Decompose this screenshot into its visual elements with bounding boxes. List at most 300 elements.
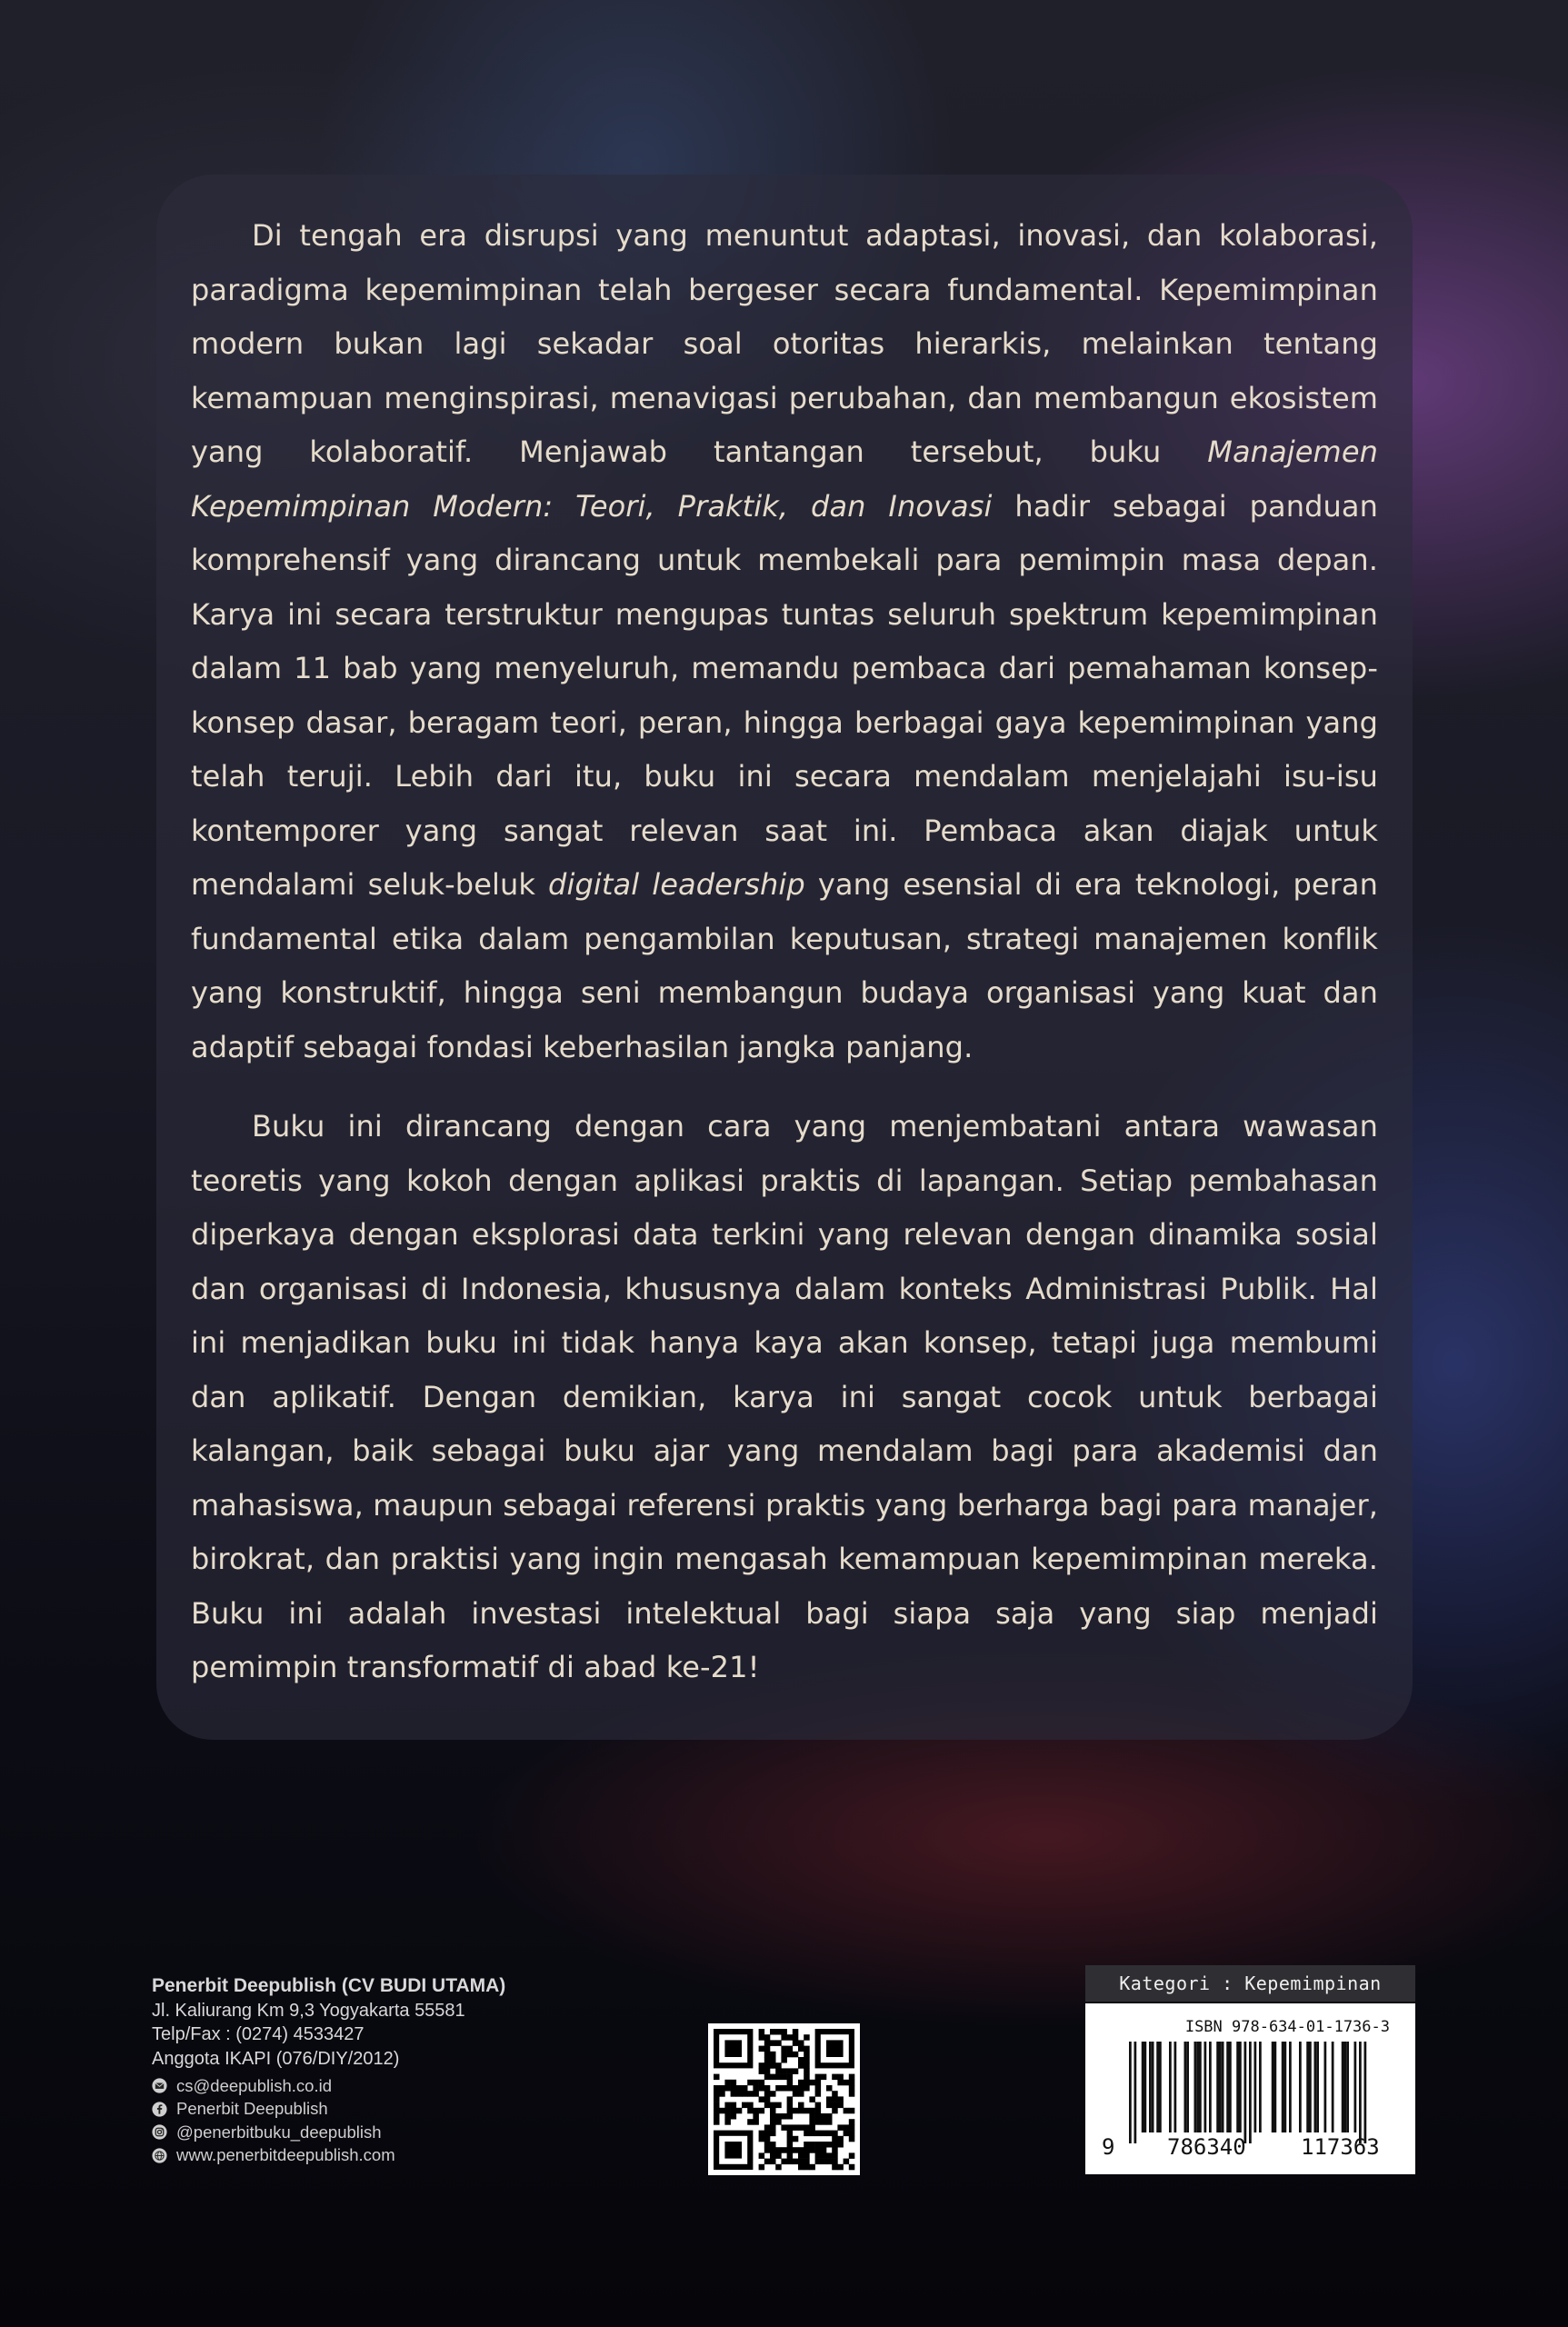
qr-module xyxy=(804,2142,810,2148)
qr-module xyxy=(849,2152,855,2159)
qr-module xyxy=(719,2085,725,2092)
qr-module xyxy=(764,2057,771,2063)
qr-module xyxy=(832,2131,838,2137)
qr-module xyxy=(793,2091,799,2097)
qr-module xyxy=(826,2131,833,2137)
barcode-bar xyxy=(1142,2042,1144,2132)
qr-module xyxy=(787,2108,794,2114)
barcode-bar xyxy=(1324,2042,1327,2132)
qr-module xyxy=(781,2159,787,2165)
qr-module xyxy=(849,2108,855,2114)
qr-module xyxy=(844,2080,850,2086)
qr-module xyxy=(787,2046,794,2052)
contact-facebook[interactable] xyxy=(152,2098,661,2122)
qr-module xyxy=(832,2136,838,2142)
qr-module xyxy=(832,2164,838,2171)
qr-module xyxy=(849,2119,855,2125)
qr-module xyxy=(787,2131,794,2137)
qr-module xyxy=(714,2074,720,2081)
qr-module xyxy=(747,2091,754,2097)
qr-module xyxy=(781,2074,787,2081)
barcode-bar xyxy=(1359,2042,1362,2143)
qr-module xyxy=(809,2147,815,2153)
italic-title-segment: digital leadership xyxy=(548,867,805,902)
barcode-bar xyxy=(1249,2042,1252,2143)
qr-module xyxy=(804,2108,810,2114)
qr-module xyxy=(787,2080,794,2086)
qr-module xyxy=(809,2142,815,2148)
qr-module xyxy=(724,2119,731,2125)
qr-module xyxy=(804,2057,810,2063)
qr-module xyxy=(759,2062,765,2069)
qr-module xyxy=(775,2164,782,2171)
qr-module xyxy=(781,2147,787,2153)
qr-module xyxy=(849,2124,855,2131)
barcode-bar xyxy=(1159,2042,1162,2132)
qr-module xyxy=(844,2124,850,2131)
qr-module xyxy=(787,2052,794,2058)
qr-module xyxy=(793,2052,799,2058)
qr-module xyxy=(832,2102,838,2109)
qr-module xyxy=(764,2147,771,2153)
contact-website[interactable] xyxy=(152,2144,661,2168)
publisher-name: Penerbit Deepublish (CV BUDI UTAMA) xyxy=(152,1975,506,1996)
qr-module xyxy=(809,2164,815,2171)
isbn-barcode xyxy=(1085,2003,1415,2174)
qr-module xyxy=(781,2057,787,2063)
qr-module xyxy=(798,2152,804,2159)
qr-module xyxy=(764,2040,771,2046)
qr-module xyxy=(781,2124,787,2131)
barcode-bar xyxy=(1284,2042,1287,2132)
qr-module xyxy=(821,2131,827,2137)
qr-module xyxy=(815,2113,822,2120)
qr-module xyxy=(759,2068,765,2074)
qr-module xyxy=(798,2091,804,2097)
qr-module xyxy=(719,2091,725,2097)
qr-module xyxy=(793,2136,799,2142)
qr-module xyxy=(849,2091,855,2097)
qr-module xyxy=(759,2152,765,2159)
qr-module xyxy=(759,2029,765,2035)
qr-module xyxy=(764,2052,771,2058)
qr-module xyxy=(747,2108,754,2114)
qr-module xyxy=(781,2085,787,2092)
qr-module xyxy=(787,2096,794,2102)
qr-module xyxy=(775,2062,782,2069)
qr-module xyxy=(747,2080,754,2086)
qr-module xyxy=(770,2113,776,2120)
qr-module xyxy=(775,2152,782,2159)
qr-module xyxy=(770,2124,776,2131)
contact-website-text: www.penerbitdeepublish.com xyxy=(176,2145,395,2164)
qr-module xyxy=(764,2091,771,2097)
qr-module xyxy=(770,2052,776,2058)
qr-module xyxy=(815,2131,822,2137)
qr-module xyxy=(753,2113,759,2120)
isbn-digits-right: 117363 xyxy=(1301,2134,1380,2160)
qr-module xyxy=(787,2085,794,2092)
qr-module xyxy=(714,2096,720,2102)
barcode-bar xyxy=(1299,2042,1302,2132)
qr-module xyxy=(821,2147,827,2153)
qr-module xyxy=(804,2152,810,2159)
qr-module xyxy=(731,2085,737,2092)
qr-module xyxy=(764,2102,771,2109)
qr-module xyxy=(770,2040,776,2046)
email-icon xyxy=(152,2078,167,2093)
qr-module xyxy=(849,2131,855,2137)
contact-email[interactable] xyxy=(152,2074,661,2098)
barcode-bar xyxy=(1332,2042,1334,2132)
qr-module xyxy=(837,2102,844,2109)
qr-module xyxy=(793,2159,799,2165)
qr-module xyxy=(753,2091,759,2097)
qr-module xyxy=(781,2113,787,2120)
qr-module xyxy=(837,2142,844,2148)
qr-module xyxy=(809,2119,815,2125)
qr-module xyxy=(804,2074,810,2081)
qr-module xyxy=(798,2102,804,2109)
barcode-bar xyxy=(1186,2042,1189,2132)
barcode-bar xyxy=(1152,2042,1154,2132)
barcode-bar xyxy=(1209,2042,1212,2132)
barcode-bar xyxy=(1316,2042,1319,2132)
qr-module xyxy=(793,2108,799,2114)
qr-module xyxy=(787,2136,794,2142)
qr-module xyxy=(753,2085,759,2092)
qr-module xyxy=(804,2080,810,2086)
barcode-bar xyxy=(1219,2042,1222,2132)
blurb-paragraph-2: Buku ini dirancang dengan cara yang menjembatani antara wawasan teoretis yang kokoh dengan aplikasi praktis di lapangan. Setiap pembahasan diperkaya dengan eksplorasi data terkini yang relevan dengan dinamika sosial dan organisasi di Indonesia, khususnya dalam konteks Administrasi Publik. Hal ini menjadikan buku ini tidak hanya kaya akan konsep, tetapi juga membumi dan aplikatif. Dengan demikian, karya ini sangat cocok untuk berbagai kalangan, baik sebagai buku ajar yang mendalam bagi para akademisi dan mahasiswa, maupun sebagai referensi praktis yang berharga bagi para manajer, birokrat, dan praktisi yang ingin mengasah kemampuan kepemimpinan mereka. Buku ini adalah investasi intelektual bagi siapa saja yang siap menjadi pemimpin transformatif di abad ke-21! xyxy=(191,1109,1378,1684)
qr-module xyxy=(770,2119,776,2125)
qr-module xyxy=(815,2159,822,2165)
qr-module xyxy=(736,2108,743,2114)
qr-module xyxy=(804,2062,810,2069)
qr-module xyxy=(764,2074,771,2081)
qr-module xyxy=(724,2102,731,2109)
qr-module xyxy=(770,2147,776,2153)
qr-module xyxy=(837,2136,844,2142)
barcode-bar xyxy=(1244,2042,1247,2143)
italic-title-segment: Manajemen Kepemimpinan Modern: Teori, Praktik, dan Inovasi xyxy=(191,434,1378,524)
qr-module xyxy=(787,2124,794,2131)
qr-module xyxy=(759,2164,765,2171)
qr-module xyxy=(821,2074,827,2081)
qr-module xyxy=(787,2152,794,2159)
qr-module xyxy=(798,2108,804,2114)
barcode-bar xyxy=(1282,2042,1284,2132)
qr-module xyxy=(724,2080,731,2086)
qr-module xyxy=(844,2131,850,2137)
qr-module xyxy=(837,2074,844,2081)
qr-module xyxy=(731,2091,737,2097)
qr-module xyxy=(714,2119,720,2125)
barcode-bar xyxy=(1346,2042,1349,2132)
facebook-icon xyxy=(152,2102,167,2117)
qr-module xyxy=(764,2159,771,2165)
qr-module xyxy=(787,2159,794,2165)
qr-module xyxy=(775,2040,782,2046)
barcode-bar xyxy=(1129,2042,1132,2143)
qr-module xyxy=(787,2074,794,2081)
barcode-bar xyxy=(1344,2042,1347,2132)
qr-module xyxy=(815,2147,822,2153)
barcode-bar xyxy=(1342,2042,1344,2132)
qr-module xyxy=(821,2119,827,2125)
qr-module xyxy=(804,2124,810,2131)
qr-finder-center xyxy=(724,2040,742,2057)
qr-module xyxy=(837,2080,844,2086)
qr-module xyxy=(821,2159,827,2165)
qr-module xyxy=(764,2136,771,2142)
qr-module xyxy=(793,2068,799,2074)
barcode-bar xyxy=(1229,2042,1232,2132)
globe-icon xyxy=(152,2148,167,2163)
qr-module xyxy=(849,2080,855,2086)
qr-module xyxy=(714,2102,720,2109)
barcode-bar xyxy=(1259,2042,1262,2132)
qr-module xyxy=(826,2142,833,2148)
qr-module xyxy=(775,2085,782,2092)
qr-module xyxy=(804,2147,810,2153)
qr-module xyxy=(724,2108,731,2114)
qr-module xyxy=(770,2074,776,2081)
qr-module xyxy=(793,2040,799,2046)
qr-finder-center xyxy=(826,2040,844,2057)
contact-facebook-text: Penerbit Deepublish xyxy=(176,2099,328,2118)
text-segment: Di tengah era disrupsi yang menuntut adaptasi, inovasi, dan kolaborasi, paradigma kepemimpinan telah bergeser secara fundamental. Kepemimpinan modern bukan lagi sekadar soal otoritas hierarkis, melainkan tentang kemampuan menginspirasi, menavigasi perubahan, dan membangun ekosistem yang kolaboratif. Menjawab tantangan tersebut, buku xyxy=(191,218,1378,469)
qr-module xyxy=(787,2068,794,2074)
qr-module xyxy=(815,2091,822,2097)
barcode-bar xyxy=(1199,2042,1202,2132)
qr-module xyxy=(714,2091,720,2097)
qr-module xyxy=(724,2113,731,2120)
qr-module xyxy=(804,2159,810,2165)
qr-module xyxy=(793,2124,799,2131)
barcode-bar xyxy=(1174,2042,1177,2132)
qr-module xyxy=(849,2074,855,2081)
qr-module xyxy=(775,2119,782,2125)
qr-module xyxy=(764,2068,771,2074)
qr-module xyxy=(753,2080,759,2086)
qr-module xyxy=(742,2091,748,2097)
contact-instagram[interactable] xyxy=(152,2121,661,2144)
qr-module xyxy=(798,2080,804,2086)
qr-module xyxy=(719,2108,725,2114)
qr-module xyxy=(731,2102,737,2109)
qr-module xyxy=(804,2034,810,2041)
qr-module xyxy=(759,2080,765,2086)
qr-module xyxy=(798,2040,804,2046)
qr-module xyxy=(821,2142,827,2148)
qr-module xyxy=(787,2147,794,2153)
qr-module xyxy=(804,2164,810,2171)
qr-module xyxy=(793,2085,799,2092)
qr-module xyxy=(770,2091,776,2097)
qr-module xyxy=(775,2147,782,2153)
barcode-bar xyxy=(1254,2042,1257,2132)
qr-code[interactable] xyxy=(708,2023,860,2175)
qr-module xyxy=(759,2034,765,2041)
barcode-bar xyxy=(1184,2042,1187,2132)
qr-module xyxy=(759,2131,765,2137)
qr-module xyxy=(837,2124,844,2131)
qr-module xyxy=(815,2152,822,2159)
qr-module xyxy=(809,2113,815,2120)
qr-module xyxy=(764,2124,771,2131)
qr-module xyxy=(826,2119,833,2125)
qr-module xyxy=(787,2034,794,2041)
qr-module xyxy=(826,2102,833,2109)
contact-instagram-text: @penerbitbuku_deepublish xyxy=(176,2122,382,2142)
qr-module xyxy=(809,2096,815,2102)
qr-module xyxy=(770,2108,776,2114)
qr-module xyxy=(764,2142,771,2148)
qr-module xyxy=(714,2085,720,2092)
qr-module xyxy=(759,2085,765,2092)
qr-module xyxy=(804,2046,810,2052)
qr-module xyxy=(832,2108,838,2114)
barcode-bar xyxy=(1364,2042,1367,2143)
qr-module xyxy=(793,2029,799,2035)
qr-module xyxy=(731,2113,737,2120)
qr-module xyxy=(724,2085,731,2092)
qr-module xyxy=(770,2057,776,2063)
qr-module xyxy=(844,2108,850,2114)
barcode-bar xyxy=(1226,2042,1229,2132)
qr-module xyxy=(793,2034,799,2041)
qr-module xyxy=(804,2085,810,2092)
barcode-bar xyxy=(1134,2042,1137,2143)
barcode-bar xyxy=(1156,2042,1159,2132)
barcode-bar xyxy=(1222,2042,1224,2132)
qr-module xyxy=(804,2131,810,2137)
qr-module xyxy=(770,2102,776,2109)
isbn-label: ISBN 978-634-01-1736-3 xyxy=(1184,2018,1390,2036)
barcode-bar xyxy=(1306,2042,1309,2132)
qr-module xyxy=(815,2085,822,2092)
qr-module xyxy=(832,2159,838,2165)
qr-module xyxy=(815,2119,822,2125)
qr-module xyxy=(798,2124,804,2131)
qr-module xyxy=(753,2119,759,2125)
barcode-bar xyxy=(1309,2042,1312,2132)
qr-module xyxy=(742,2102,748,2109)
qr-module xyxy=(781,2029,787,2035)
qr-module xyxy=(798,2164,804,2171)
qr-module xyxy=(832,2091,838,2097)
qr-module xyxy=(770,2131,776,2137)
qr-module xyxy=(770,2029,776,2035)
qr-module xyxy=(809,2131,815,2137)
qr-module xyxy=(770,2142,776,2148)
qr-module xyxy=(764,2046,771,2052)
qr-module xyxy=(832,2142,838,2148)
qr-module xyxy=(793,2147,799,2153)
qr-module xyxy=(775,2068,782,2074)
qr-module xyxy=(804,2068,810,2074)
qr-module xyxy=(759,2108,765,2114)
blurb-panel xyxy=(156,175,1413,1740)
barcode-bar xyxy=(1149,2042,1152,2132)
qr-module xyxy=(764,2131,771,2137)
qr-module xyxy=(787,2102,794,2109)
qr-module xyxy=(742,2085,748,2092)
qr-module xyxy=(832,2152,838,2159)
instagram-icon xyxy=(152,2124,167,2140)
qr-module xyxy=(764,2085,771,2092)
qr-module xyxy=(832,2147,838,2153)
qr-module xyxy=(815,2102,822,2109)
qr-module xyxy=(770,2062,776,2069)
barcode-bar xyxy=(1204,2042,1207,2132)
barcode-bar xyxy=(1272,2042,1274,2132)
barcode-bar xyxy=(1274,2042,1277,2132)
text-segment: yang esensial di era teknologi, peran fundamental etika dalam pengambilan keputusan, strategi manajemen konflik yang konstruktif, hingga seni membangun budaya organisasi yang kuat dan adaptif sebagai fondasi keberhasilan jangka panjang. xyxy=(191,867,1378,1064)
qr-module xyxy=(798,2085,804,2092)
qr-module xyxy=(821,2113,827,2120)
barcode-bar xyxy=(1144,2042,1147,2132)
qr-module xyxy=(804,2052,810,2058)
qr-module xyxy=(837,2096,844,2102)
qr-module xyxy=(826,2152,833,2159)
publisher-phone: Telp/Fax : (0274) 4533427 xyxy=(152,2024,365,2044)
qr-module xyxy=(731,2080,737,2086)
qr-module xyxy=(798,2057,804,2063)
qr-module xyxy=(798,2046,804,2052)
qr-module xyxy=(770,2152,776,2159)
isbn-digit-first: 9 xyxy=(1102,2134,1115,2160)
isbn-digits-left: 786340 xyxy=(1167,2134,1246,2160)
barcode-bar xyxy=(1216,2042,1219,2132)
qr-module xyxy=(775,2029,782,2035)
qr-module xyxy=(849,2136,855,2142)
qr-module xyxy=(781,2034,787,2041)
qr-module xyxy=(787,2113,794,2120)
qr-module xyxy=(714,2113,720,2120)
qr-module xyxy=(826,2113,833,2120)
qr-module xyxy=(809,2124,815,2131)
qr-module xyxy=(832,2074,838,2081)
qr-module xyxy=(844,2159,850,2165)
barcode-bar xyxy=(1169,2042,1172,2132)
qr-module xyxy=(781,2052,787,2058)
qr-module xyxy=(849,2085,855,2092)
qr-module xyxy=(759,2136,765,2142)
qr-module xyxy=(731,2108,737,2114)
barcode-bar xyxy=(1236,2042,1239,2132)
qr-module xyxy=(815,2080,822,2086)
qr-module xyxy=(821,2152,827,2159)
qr-module xyxy=(809,2080,815,2086)
qr-module xyxy=(775,2113,782,2120)
qr-module xyxy=(798,2062,804,2069)
category-label: Kategori : Kepemimpinan xyxy=(1085,1965,1415,2002)
blurb-paragraph-1 xyxy=(191,209,1378,1074)
qr-module xyxy=(770,2159,776,2165)
qr-module xyxy=(798,2147,804,2153)
qr-module xyxy=(798,2159,804,2165)
qr-module xyxy=(826,2096,833,2102)
qr-module xyxy=(815,2074,822,2081)
qr-module xyxy=(837,2164,844,2171)
qr-module xyxy=(759,2046,765,2052)
qr-module xyxy=(781,2068,787,2074)
contact-email-text: cs@deepublish.co.id xyxy=(176,2075,332,2095)
text-segment: hadir sebagai panduan komprehensif yang dirancang untuk membekali para pemimpin masa depan. Karya ini secara terstruktur mengupas tuntas seluruh spektrum kepemimpinan dalam 11 bab yang menyeluruh, memandu pembaca dari pemahaman konsep-konsep dasar, beragam teori, peran, hingga berbagai gaya kepemimpinan yang telah teruji. Lebih dari itu, buku ini secara mendalam menjelajahi isu-isu kontemporer yang sangat relevan saat ini. Pembaca akan diajak untuk mendalami seluk-beluk xyxy=(191,488,1378,902)
qr-module xyxy=(747,2102,754,2109)
